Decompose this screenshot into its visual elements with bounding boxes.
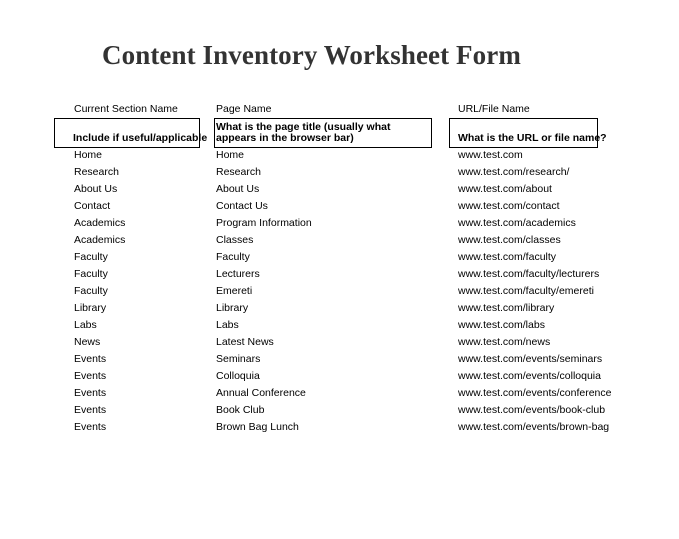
row-url-cell: www.test.com/academics	[458, 217, 576, 229]
row-page-cell: Brown Bag Lunch	[216, 421, 299, 433]
row-section-cell: Events	[74, 353, 107, 365]
row-url-cell: www.test.com/faculty	[458, 251, 557, 263]
row-page-cell: About Us	[216, 183, 260, 195]
row-url-cell: www.test.com/events/brown-bag	[458, 421, 610, 433]
row-page-cell: Annual Conference	[216, 387, 306, 399]
row-page-cell: Labs	[216, 319, 239, 331]
row-section-cell: Faculty	[74, 285, 108, 297]
row-url-cell: www.test.com/research/	[458, 166, 570, 178]
row-page-cell: Classes	[216, 234, 254, 246]
row-section-cell: Events	[74, 404, 107, 416]
row-section-cell: About Us	[74, 183, 118, 195]
row-section-cell: Events	[74, 387, 107, 399]
instruction-page-text: What is the page title (usually what appears in the browser bar)	[216, 121, 391, 144]
row-url-cell: www.test.com/events/book-club	[458, 404, 606, 416]
instruction-box-section	[54, 118, 208, 148]
row-section-cell: Faculty	[74, 268, 108, 280]
row-section-cell: Events	[74, 421, 107, 433]
row-url-cell: www.test.com/contact	[458, 200, 560, 212]
row-section-cell: Home	[74, 149, 103, 161]
instruction-url-text: What is the URL or file name?	[458, 132, 607, 144]
row-page-cell: Seminars	[216, 353, 261, 365]
row-page-cell: Program Information	[216, 217, 312, 229]
row-section-cell: Research	[74, 166, 119, 178]
row-url-cell: www.test.com/faculty/emereti	[458, 285, 594, 297]
row-url-cell: www.test.com/events/conference	[458, 387, 612, 399]
row-page-cell: Contact Us	[216, 200, 268, 212]
row-url-cell: www.test.com/events/seminars	[458, 353, 603, 365]
row-page-cell: Lecturers	[216, 268, 260, 280]
instruction-box-page	[214, 118, 432, 148]
row-section-cell: Events	[74, 370, 107, 382]
row-page-cell: Faculty	[216, 251, 250, 263]
column-header-url: URL/File Name	[458, 103, 530, 115]
row-page-cell: Emereti	[216, 285, 253, 297]
row-page-cell: Library	[216, 302, 249, 314]
row-url-cell: www.test.com	[458, 149, 523, 161]
row-section-cell: Faculty	[74, 251, 108, 263]
column-header-section: Current Section Name	[74, 103, 178, 115]
page-title: Content Inventory Worksheet Form	[102, 40, 521, 70]
row-url-cell: www.test.com/faculty/lecturers	[458, 268, 600, 280]
row-page-cell: Home	[216, 149, 245, 161]
row-page-cell: Book Club	[216, 404, 265, 416]
row-page-cell: Latest News	[216, 336, 274, 348]
row-section-cell: Library	[74, 302, 107, 314]
row-section-cell: News	[74, 336, 101, 348]
row-url-cell: www.test.com/library	[458, 302, 555, 314]
row-url-cell: www.test.com/about	[458, 183, 552, 195]
row-page-cell: Research	[216, 166, 261, 178]
row-section-cell: Contact	[74, 200, 111, 212]
instruction-box-url	[449, 118, 607, 148]
row-section-cell: Academics	[74, 234, 126, 246]
column-header-page: Page Name	[216, 103, 272, 115]
row-url-cell: www.test.com/news	[458, 336, 551, 348]
row-url-cell: www.test.com/classes	[458, 234, 561, 246]
row-url-cell: www.test.com/labs	[458, 319, 545, 331]
instruction-section-text: Include if useful/applicable	[73, 132, 208, 144]
row-url-cell: www.test.com/events/colloquia	[458, 370, 601, 382]
row-section-cell: Academics	[74, 217, 126, 229]
row-section-cell: Labs	[74, 319, 97, 331]
row-page-cell: Colloquia	[216, 370, 260, 382]
